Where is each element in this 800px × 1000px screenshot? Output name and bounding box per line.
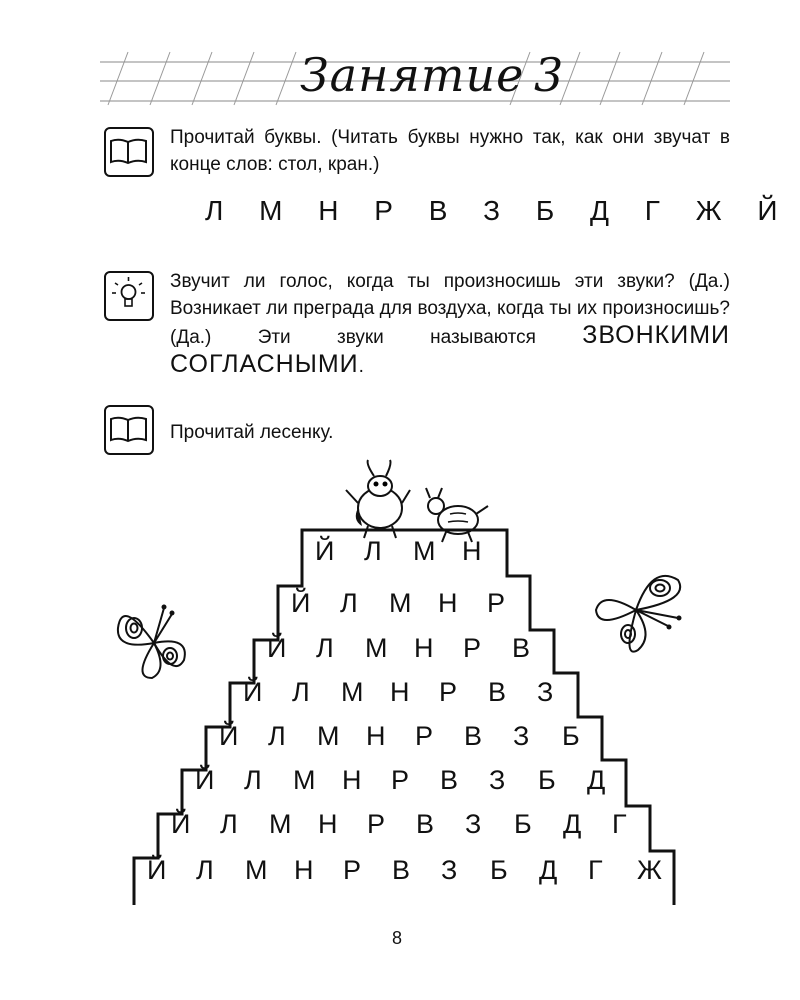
staircase-letter: З [489,765,506,795]
staircase-letter: Д [539,855,558,885]
instruction-read-ladder: Прочитай лесенку. [170,422,334,443]
staircase-letter: Д [587,765,606,795]
staircase-letter: М [269,809,292,839]
staircase-row-3 [267,633,561,664]
staircase-letter: М [317,721,340,751]
staircase-letter: Й [147,855,167,885]
staircase-letter: З [441,855,458,885]
staircase-letter: Л [316,633,334,663]
staircase-letter: Й [315,536,335,566]
staircase-letter: Н [342,765,362,795]
consonant-letters: Л М Н Р В З Б Д Г Ж Й [205,195,788,226]
staircase-letter: В [512,633,531,663]
staircase-letter: В [416,809,435,839]
staircase-row-4 [243,677,586,708]
staircase-letter: Й [195,765,215,795]
staircase-letter: З [513,721,530,751]
staircase-letter: М [245,855,268,885]
staircase-letter: Л [364,536,382,566]
staircase-letter: Й [219,721,239,751]
staircase-letter: Л [220,809,238,839]
lesson-title: Занятие [300,48,525,102]
staircase-letter: Б [538,765,556,795]
staircase-letter: Н [318,809,338,839]
voiced-consonants-term: ЗВОНКИМИ СОГЛАСНЫМИ [170,321,730,378]
explanation-text: Звучит ли голос, когда ты произносишь эти звуки? (Да.) Возникает ли преграда для воздуха, когда ты их произносишь? (Да.) Эти звуки называются [170,271,730,348]
staircase-letter: Й [267,633,287,663]
staircase-letter: Р [343,855,362,885]
staircase-row-8 [147,855,686,886]
page-number: 8 [392,928,403,948]
staircase-letter: Б [514,809,532,839]
staircase-letter: Л [292,677,310,707]
staircase-letter: Б [562,721,580,751]
staircase-row-2 [291,588,536,619]
staircase-letter: Л [340,588,358,618]
staircase-letter: В [488,677,507,707]
staircase-letter: М [293,765,316,795]
staircase-letter: Р [439,677,458,707]
staircase-letter: Н [462,536,482,566]
staircase-letter: Н [294,855,314,885]
staircase-letter: Л [196,855,214,885]
staircase-letter: Н [438,588,458,618]
staircase-letter: Р [487,588,506,618]
staircase-letter: В [440,765,459,795]
staircase-letter: Н [414,633,434,663]
instruction-read-letters: Прочитай буквы. (Читать буквы нужно так, как они звучат в конце слов: стол, кран.) [170,127,730,175]
staircase-letter: З [465,809,482,839]
staircase-letter: М [341,677,364,707]
staircase-letter: М [389,588,412,618]
staircase-letter: Д [563,809,582,839]
staircase-letter: З [537,677,554,707]
staircase-letter: Р [463,633,482,663]
staircase-letter: М [413,536,436,566]
staircase-letter: В [392,855,411,885]
staircase-row-6 [195,765,636,796]
staircase-letter: Й [243,677,263,707]
staircase-letter: Л [268,721,286,751]
explanation-tail: . [358,356,364,377]
staircase-letter: Й [291,588,311,618]
staircase-row-5 [219,721,611,752]
lesson-number: 3 [534,48,564,102]
staircase-letter: Н [366,721,386,751]
staircase-letter: Л [244,765,262,795]
staircase-letter: Г [612,809,627,839]
staircase-letter: Ж [637,855,662,885]
staircase-letter: Р [415,721,434,751]
staircase-letter: Б [490,855,508,885]
staircase-letter: М [365,633,388,663]
staircase-row-1 [315,536,511,567]
staircase-letter: Н [390,677,410,707]
staircase-letter: Г [588,855,603,885]
staircase-letter: Й [171,809,191,839]
staircase-letter: Р [391,765,410,795]
staircase-row-7 [171,809,661,840]
staircase-letter: Р [367,809,386,839]
staircase-letter: В [464,721,483,751]
